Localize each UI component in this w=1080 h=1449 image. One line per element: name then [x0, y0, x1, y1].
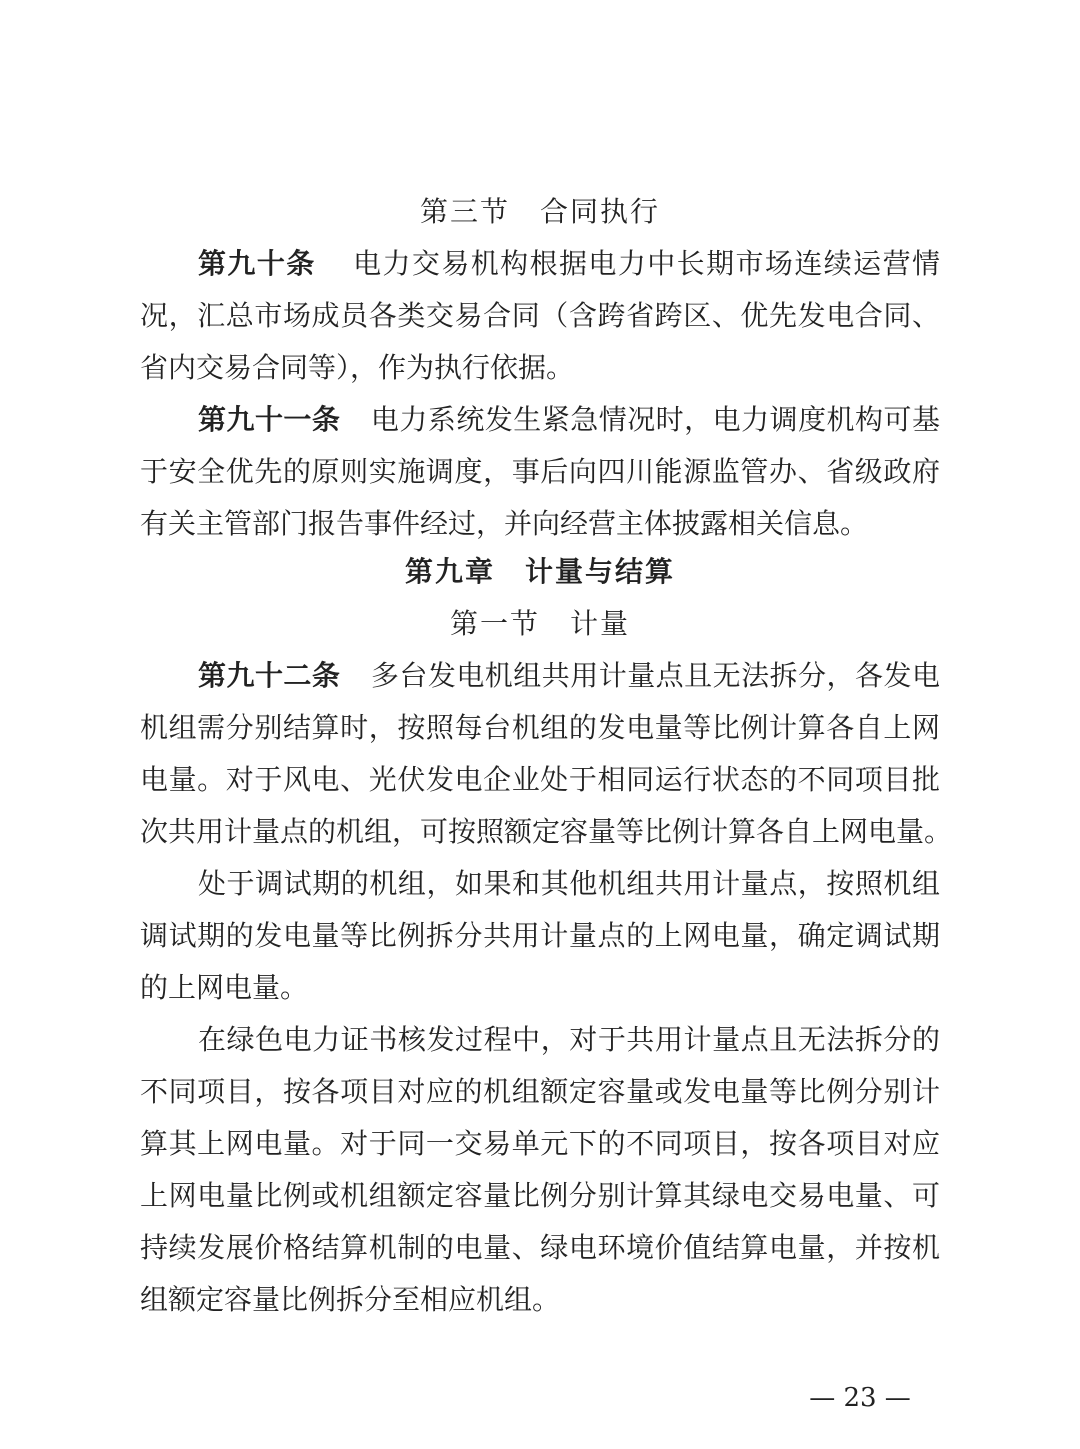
text-line: 电力交易机构根据电力中长期市场连续运营情 [351, 247, 940, 280]
text-line: 次共用计量点的机组，可按照额定容量等比例计算各自上网电量。 [140, 815, 953, 848]
text-line: 调试期的发电量等比例拆分共用计量点的上网电量，确定调试期 [140, 919, 940, 952]
article-92-first-line [198, 656, 940, 696]
section-heading: 第三节 合同执行 [419, 195, 660, 228]
text-line: 省内交易合同等），作为执行依据。 [140, 351, 575, 384]
article-label: 第九十二条 [198, 659, 341, 692]
page-number: — 23 — [809, 1383, 911, 1413]
text-line: 处于调试期的机组，如果和其他机组共用计量点，按照机组 [198, 867, 940, 900]
text-line: 上网电量比例或机组额定容量比例分别计算其绿电交易电量、可 [140, 1179, 940, 1212]
section-heading: 第一节 计量 [449, 607, 630, 640]
text-line: 算其上网电量。对于同一交易单元下的不同项目，按各项目对应 [140, 1127, 940, 1160]
text-line: 机组需分别结算时，按照每台机组的发电量等比例计算各自上网 [140, 711, 940, 744]
text-line: 不同项目，按各项目对应的机组额定容量或发电量等比例分别计 [140, 1075, 940, 1108]
article-90-first-line [198, 244, 940, 284]
chapter-heading: 第九章 计量与结算 [404, 555, 675, 588]
article-label: 第九十条 [198, 247, 316, 280]
text-line: 在绿色电力证书核发过程中，对于共用计量点且无法拆分的 [198, 1023, 940, 1056]
text-line: 电量。对于风电、光伏发电企业处于相同运行状态的不同项目批 [140, 763, 940, 796]
text-line: 电力系统发生紧急情况时，电力调度机构可基 [370, 403, 940, 436]
text-line: 有关主管部门报告事件经过，并向经营主体披露相关信息。 [140, 507, 869, 540]
text-line: 组额定容量比例拆分至相应机组。 [140, 1283, 561, 1316]
text-line: 况，汇总市场成员各类交易合同（含跨省跨区、优先发电合同、 [140, 299, 940, 332]
text-line: 持续发展价格结算机制的电量、绿电环境价值结算电量，并按机 [140, 1231, 940, 1264]
text-line: 的上网电量。 [140, 971, 309, 1004]
article-91-first-line [198, 400, 940, 440]
text-line: 多台发电机组共用计量点且无法拆分，各发电 [370, 659, 940, 692]
text-line: 于安全优先的原则实施调度，事后向四川能源监管办、省级政府 [140, 455, 940, 488]
article-label: 第九十一条 [198, 403, 341, 436]
